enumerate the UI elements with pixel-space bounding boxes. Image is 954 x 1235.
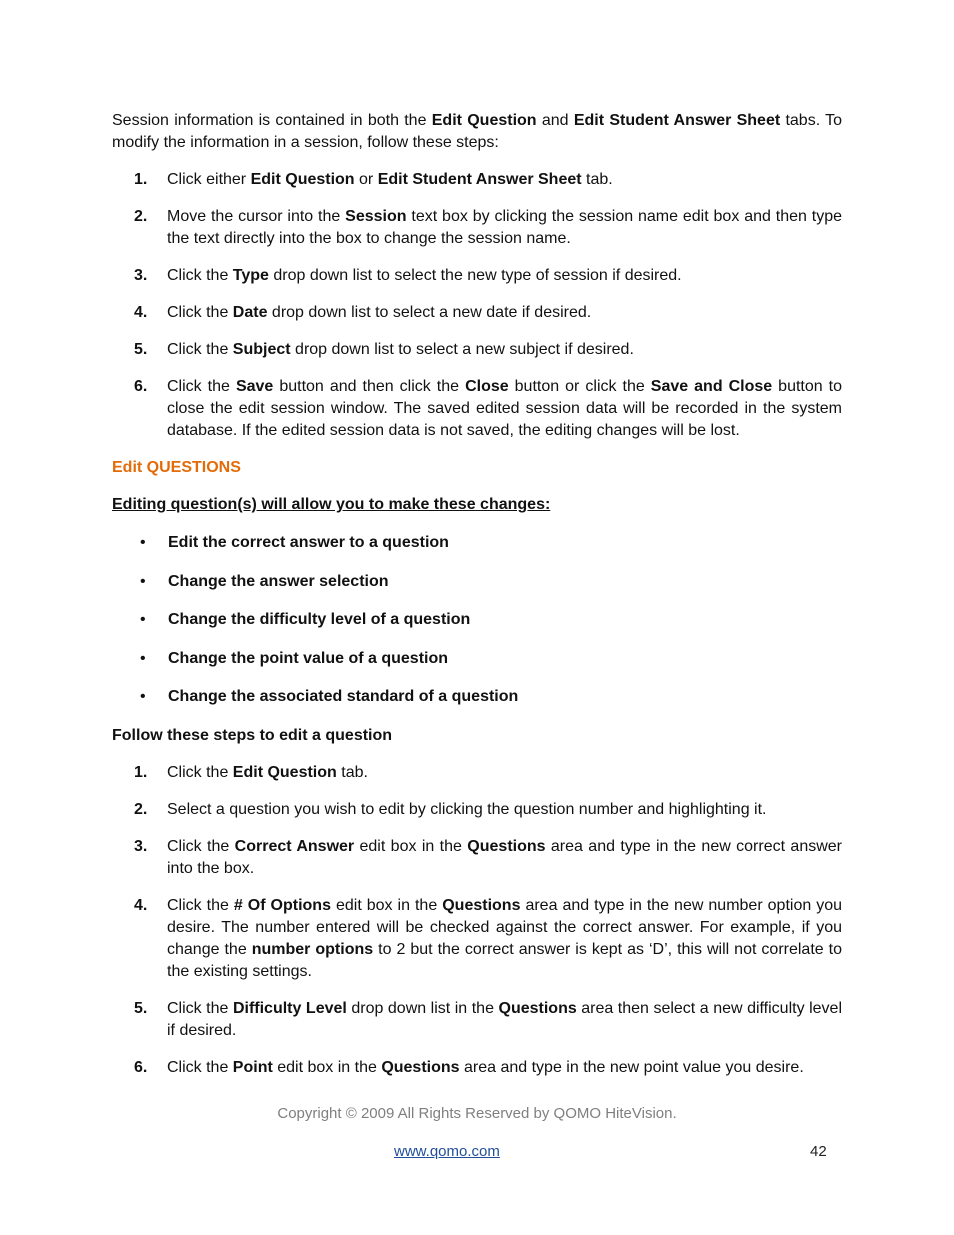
text-run: area and type in the new point value you desire.	[459, 1058, 804, 1076]
text-run: Click the	[167, 999, 233, 1017]
step-number: 2.	[134, 208, 148, 225]
step-item	[112, 265, 842, 287]
bullet-text: Edit the correct answer to a question	[168, 534, 449, 551]
bold-term: Correct Answer	[234, 837, 355, 855]
step-number: 1.	[134, 763, 148, 781]
step-number: 3.	[134, 837, 148, 855]
text-run: Click the	[167, 341, 233, 358]
section-title: Edit QUESTIONS	[112, 459, 241, 476]
bold-term: Subject	[232, 341, 291, 358]
step-number: 4.	[134, 304, 148, 321]
text-run: area then select a new difficulty level if desired.	[167, 999, 843, 1039]
bullet-item	[112, 571, 842, 593]
text-run: Session information is contained in both the	[112, 112, 432, 129]
text-run: drop down list to select the new type of session if desired.	[268, 267, 682, 284]
bold-term: Difficulty Level	[232, 999, 347, 1017]
bold-term: # Of Options	[233, 896, 331, 914]
step-number: 5.	[134, 341, 148, 358]
bold-term: Questions	[467, 837, 546, 855]
bold-term: Questions	[498, 999, 577, 1017]
bullet-text: Change the difficulty level of a question	[168, 611, 471, 628]
bullet-text: Change the associated standard of a question	[168, 688, 519, 705]
text-run: drop down list to select a new subject if desired.	[290, 341, 634, 358]
bullet-icon: •	[140, 572, 146, 590]
bold-term: Edit Student Answer Sheet	[377, 171, 582, 188]
text-run: Select a question you wish to edit by clicking the question number and highlighting it.	[167, 800, 767, 818]
bullet-icon: •	[140, 688, 146, 705]
text-run: tab.	[336, 763, 368, 781]
question-steps-list	[112, 762, 842, 1079]
text-run: Click the	[167, 763, 233, 781]
bullet-item	[112, 686, 842, 708]
step-number: 4.	[134, 896, 148, 914]
text-run: Click the	[167, 267, 233, 284]
bold-term: Save and Close	[650, 378, 773, 395]
footer-website-link[interactable]: www.qomo.com	[394, 1143, 500, 1160]
bold-term: Date	[232, 304, 268, 321]
bold-term: Edit Student Answer Sheet	[573, 112, 781, 129]
text-run: Click the	[167, 837, 235, 855]
bullet-text: Change the point value of a question	[168, 649, 449, 667]
text-run: area and type in the new correct answer into the box.	[167, 837, 842, 877]
bold-term: number options	[251, 940, 374, 958]
text-run: to 2 but the correct answer is kept as ‘D’, this will not correlate to the existing settings.	[167, 940, 842, 980]
changes-list	[112, 532, 842, 708]
session-steps-list	[112, 169, 842, 442]
text-run: Click either	[167, 171, 251, 188]
step-item	[112, 799, 842, 821]
text-run: Click the	[167, 896, 234, 914]
step-number: 3.	[134, 267, 148, 284]
text-run: or	[354, 171, 378, 188]
step-number: 5.	[134, 999, 148, 1017]
bold-term: Type	[232, 267, 269, 284]
step-item	[112, 302, 842, 324]
bold-term: Questions	[442, 896, 521, 914]
text-run: edit box in the	[272, 1058, 382, 1076]
text-run: drop down list to select a new date if desired.	[267, 304, 592, 321]
text-run: button to close the edit session window. The saved edited session data will be recorded in the system database. If the edited session data is not saved, the editing changes will be lost.	[167, 378, 843, 439]
bullet-text: Change the answer selection	[168, 572, 389, 590]
changes-heading: Editing question(s) will allow you to make these changes:	[112, 496, 551, 513]
page-number: 42	[810, 1143, 827, 1160]
step-number: 6.	[134, 1058, 148, 1076]
text-run: Click the	[167, 304, 233, 321]
step-number: 6.	[134, 378, 148, 395]
bold-term: Edit Question	[250, 171, 355, 188]
text-run: edit box in the	[330, 896, 443, 914]
bullet-item	[112, 648, 842, 670]
follow-heading: Follow these steps to edit a question	[112, 726, 393, 744]
text-run: and	[536, 112, 574, 129]
page-content	[112, 110, 842, 1094]
bold-term: Edit Question	[232, 763, 337, 781]
step-item	[112, 1057, 842, 1079]
text-run: Click the	[167, 1058, 233, 1076]
intro-paragraph	[112, 110, 842, 154]
step-item	[112, 169, 842, 191]
text-run: edit box in the	[354, 837, 468, 855]
bullet-icon: •	[140, 611, 146, 628]
footer-copyright: Copyright © 2009 All Rights Reserved by QOMO HiteVision.	[277, 1105, 677, 1122]
text-run: text box by clicking the session name edit box and then type the text directly into the box to change the session name.	[167, 208, 842, 247]
bold-term: Session	[345, 208, 407, 225]
text-run: button and then click the	[273, 378, 466, 395]
step-number: 1.	[134, 171, 148, 188]
text-run: area and type in the new number option you desire. The number entered will be checked against the correct answer. For example, if you change the	[167, 896, 843, 958]
text-run: tabs. To modify the information in a session, follow these steps:	[112, 112, 843, 151]
step-item	[112, 895, 842, 983]
bold-term: Questions	[381, 1058, 460, 1076]
step-item	[112, 206, 842, 250]
bullet-item	[112, 609, 842, 631]
bullet-item	[112, 532, 842, 554]
text-run: drop down list in the	[346, 999, 499, 1017]
bold-term: Close	[465, 378, 509, 395]
bold-term: Point	[232, 1058, 273, 1076]
step-number: 2.	[134, 800, 148, 818]
bold-term: Edit Question	[431, 112, 537, 129]
step-item	[112, 998, 842, 1042]
step-item	[112, 836, 842, 880]
step-item	[112, 376, 842, 442]
step-item	[112, 762, 842, 784]
step-item	[112, 339, 842, 361]
text-run: Move the cursor into the	[167, 208, 346, 225]
text-run: button or click the	[508, 378, 651, 395]
bullet-icon: •	[140, 649, 146, 667]
text-run: tab.	[581, 171, 613, 188]
bold-term: Save	[235, 378, 274, 395]
bullet-icon: •	[140, 534, 146, 551]
text-run: Click the	[167, 378, 236, 395]
